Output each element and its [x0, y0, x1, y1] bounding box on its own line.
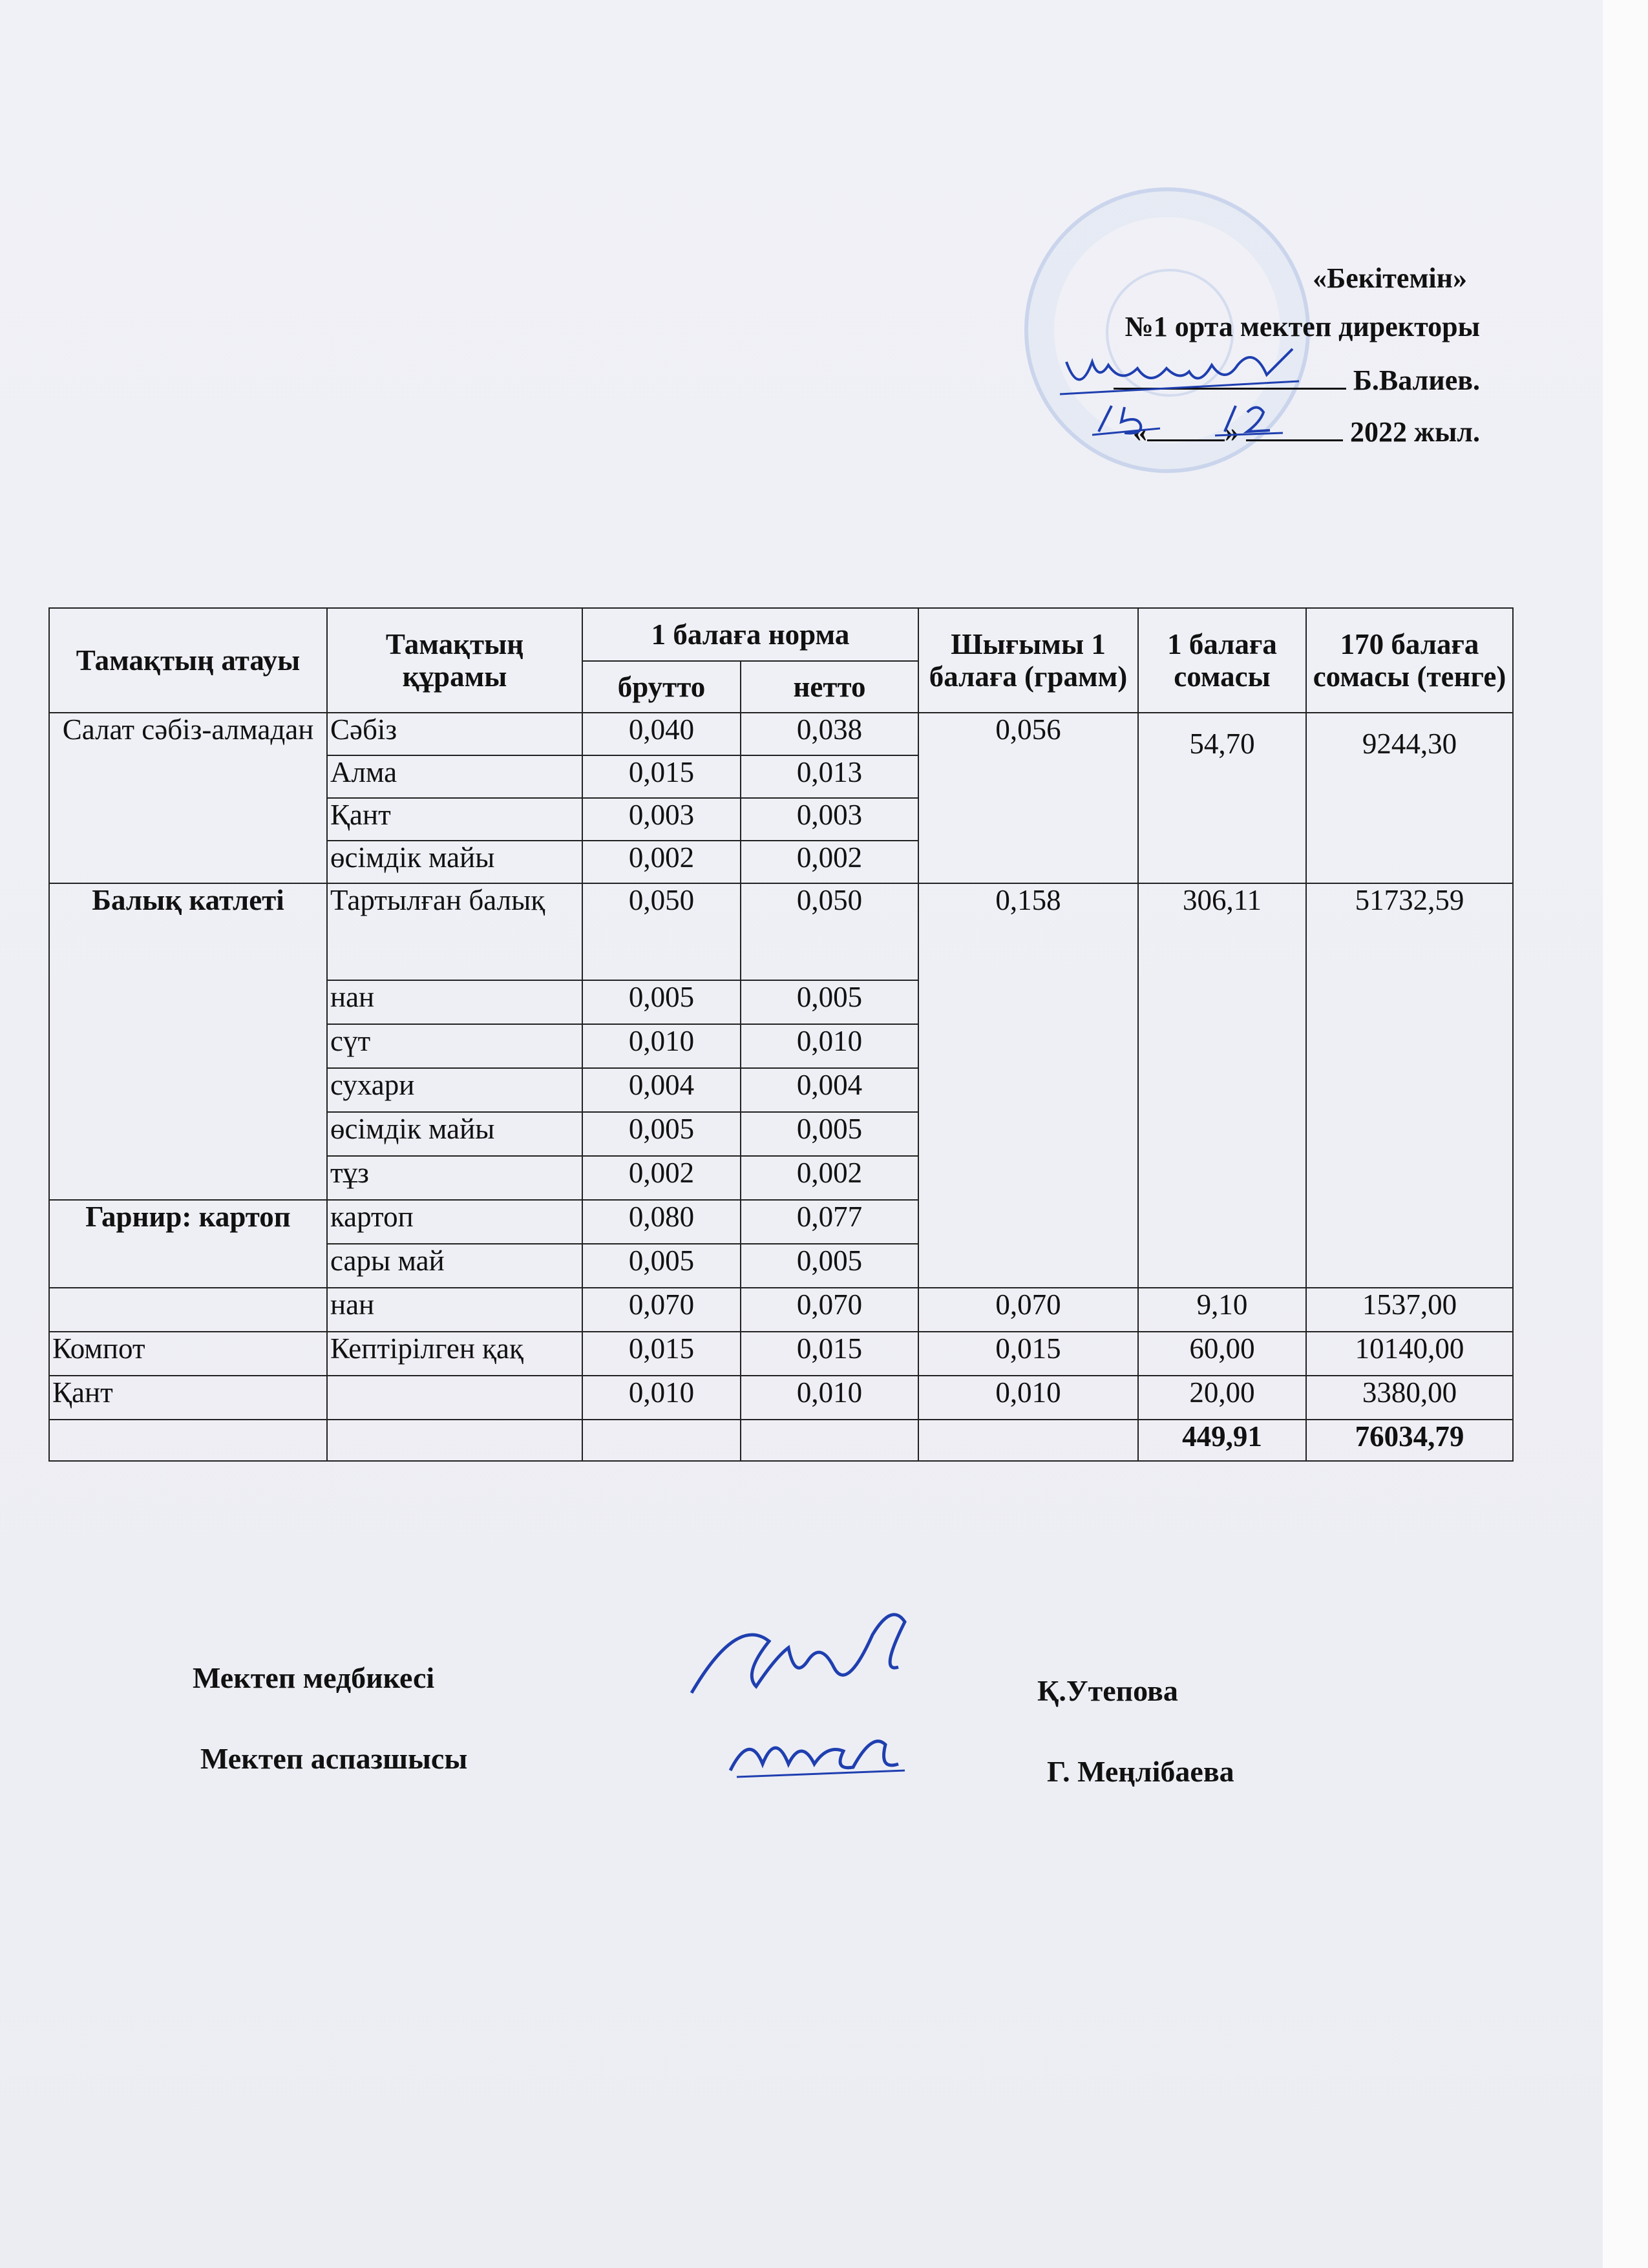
brutto-value: 0,005	[582, 1244, 741, 1288]
netto-value: 0,005	[741, 980, 918, 1024]
table-row	[49, 1376, 1513, 1420]
food-name	[49, 1288, 327, 1332]
total-per-child: 449,91	[1138, 1420, 1306, 1461]
date-month-handwriting	[1215, 399, 1286, 438]
empty-cell	[918, 1420, 1138, 1461]
group-fish-consumption: 0,158	[918, 883, 1138, 1288]
header-netto: нетто	[741, 661, 918, 713]
consumption-value: 0,015	[918, 1332, 1138, 1376]
cook-role: Мектеп аспазшысы	[200, 1742, 468, 1775]
date-day-handwriting	[1092, 399, 1163, 438]
ingredient: өсімдік майы	[327, 841, 582, 883]
ingredient: тұз	[327, 1156, 582, 1200]
food-name: Қант	[49, 1376, 327, 1420]
group-fish-per-child: 306,11	[1138, 883, 1306, 1288]
netto-value: 0,002	[741, 1156, 918, 1200]
ingredient: Сәбіз	[327, 713, 582, 755]
brutto-value: 0,080	[582, 1200, 741, 1244]
director-name: Б.Валиев.	[1353, 364, 1480, 396]
approval-date	[1133, 414, 1480, 448]
ingredient: нан	[327, 980, 582, 1024]
brutto-value: 0,050	[582, 883, 741, 980]
netto-value: 0,050	[741, 883, 918, 980]
group-garnish-name: Гарнир: картоп	[49, 1200, 327, 1288]
approval-title: «Бекітемін»	[1313, 262, 1467, 294]
group-salad-name: Салат сәбіз-алмадан	[49, 713, 327, 883]
brutto-value: 0,005	[582, 1112, 741, 1156]
total-value: 1537,00	[1306, 1288, 1513, 1332]
table-row	[49, 1288, 1513, 1332]
menu-table	[48, 607, 1514, 1462]
brutto-value: 0,015	[582, 755, 741, 798]
brutto-value: 0,010	[582, 1024, 741, 1068]
ingredient: Кептірілген қақ	[327, 1332, 582, 1376]
nurse-signature	[685, 1596, 931, 1712]
ingredient: картоп	[327, 1200, 582, 1244]
director-signature	[1060, 336, 1305, 407]
ingredient: Қант	[327, 798, 582, 841]
per-child-value: 60,00	[1138, 1332, 1306, 1376]
header-composition: Тамақтың құрамы	[327, 608, 582, 713]
header-food-name: Тамақтың атауы	[49, 608, 327, 713]
group-salad-total: 9244,30	[1306, 713, 1513, 883]
netto-value: 0,013	[741, 755, 918, 798]
consumption-value: 0,010	[918, 1376, 1138, 1420]
brutto-value: 0,005	[582, 980, 741, 1024]
table-row	[49, 1332, 1513, 1376]
table-row	[49, 713, 1513, 755]
date-quote-open: «	[1133, 416, 1148, 448]
nurse-role: Мектеп медбикесі	[193, 1661, 435, 1694]
table-row	[49, 883, 1513, 980]
group-salad-per-child: 54,70	[1138, 713, 1306, 883]
date-quote-close: »	[1225, 416, 1240, 448]
netto-value: 0,010	[741, 1376, 918, 1420]
brutto-value: 0,040	[582, 713, 741, 755]
totals-row	[49, 1420, 1513, 1461]
header-total-sum: 170 балаға сомасы (тенге)	[1306, 608, 1513, 713]
group-fish-name: Балық катлеті	[49, 883, 327, 1200]
netto-value: 0,070	[741, 1288, 918, 1332]
group-salad-consumption: 0,056	[918, 713, 1138, 883]
food-name: Компот	[49, 1332, 327, 1376]
per-child-value: 9,10	[1138, 1288, 1306, 1332]
header-norm: 1 балаға норма	[582, 608, 918, 661]
ingredient: нан	[327, 1288, 582, 1332]
total-value: 10140,00	[1306, 1332, 1513, 1376]
brutto-value: 0,070	[582, 1288, 741, 1332]
total-sum: 76034,79	[1306, 1420, 1513, 1461]
netto-value: 0,010	[741, 1024, 918, 1068]
ingredient	[327, 1376, 582, 1420]
cook-name: Г. Меңлібаева	[1047, 1755, 1234, 1788]
netto-value: 0,015	[741, 1332, 918, 1376]
scan-edge	[1603, 0, 1648, 2268]
approval-position: №1 орта мектеп директоры	[1125, 311, 1480, 342]
consumption-value: 0,070	[918, 1288, 1138, 1332]
ingredient: Тартылған балық	[327, 883, 582, 980]
empty-cell	[49, 1420, 327, 1461]
brutto-value: 0,002	[582, 841, 741, 883]
year-text: 2022 жыл.	[1350, 416, 1480, 448]
brutto-value: 0,010	[582, 1376, 741, 1420]
brutto-value: 0,004	[582, 1068, 741, 1112]
per-child-value: 20,00	[1138, 1376, 1306, 1420]
header-consumption: Шығымы 1 балаға (грамм)	[918, 608, 1138, 713]
nurse-name: Қ.Утепова	[1037, 1674, 1178, 1707]
netto-value: 0,005	[741, 1112, 918, 1156]
ingredient: Алма	[327, 755, 582, 798]
empty-cell	[741, 1420, 918, 1461]
empty-cell	[327, 1420, 582, 1461]
empty-cell	[582, 1420, 741, 1461]
brutto-value: 0,002	[582, 1156, 741, 1200]
header-brutto: брутто	[582, 661, 741, 713]
total-value: 3380,00	[1306, 1376, 1513, 1420]
ingredient: сухари	[327, 1068, 582, 1112]
netto-value: 0,005	[741, 1244, 918, 1288]
netto-value: 0,003	[741, 798, 918, 841]
brutto-value: 0,015	[582, 1332, 741, 1376]
ingredient: сары май	[327, 1244, 582, 1288]
netto-value: 0,004	[741, 1068, 918, 1112]
group-fish-total: 51732,59	[1306, 883, 1513, 1288]
brutto-value: 0,003	[582, 798, 741, 841]
header-per-child-sum: 1 балаға сомасы	[1138, 608, 1306, 713]
ingredient: өсімдік майы	[327, 1112, 582, 1156]
netto-value: 0,002	[741, 841, 918, 883]
netto-value: 0,038	[741, 713, 918, 755]
netto-value: 0,077	[741, 1200, 918, 1244]
ingredient: сүт	[327, 1024, 582, 1068]
cook-signature	[724, 1706, 918, 1790]
